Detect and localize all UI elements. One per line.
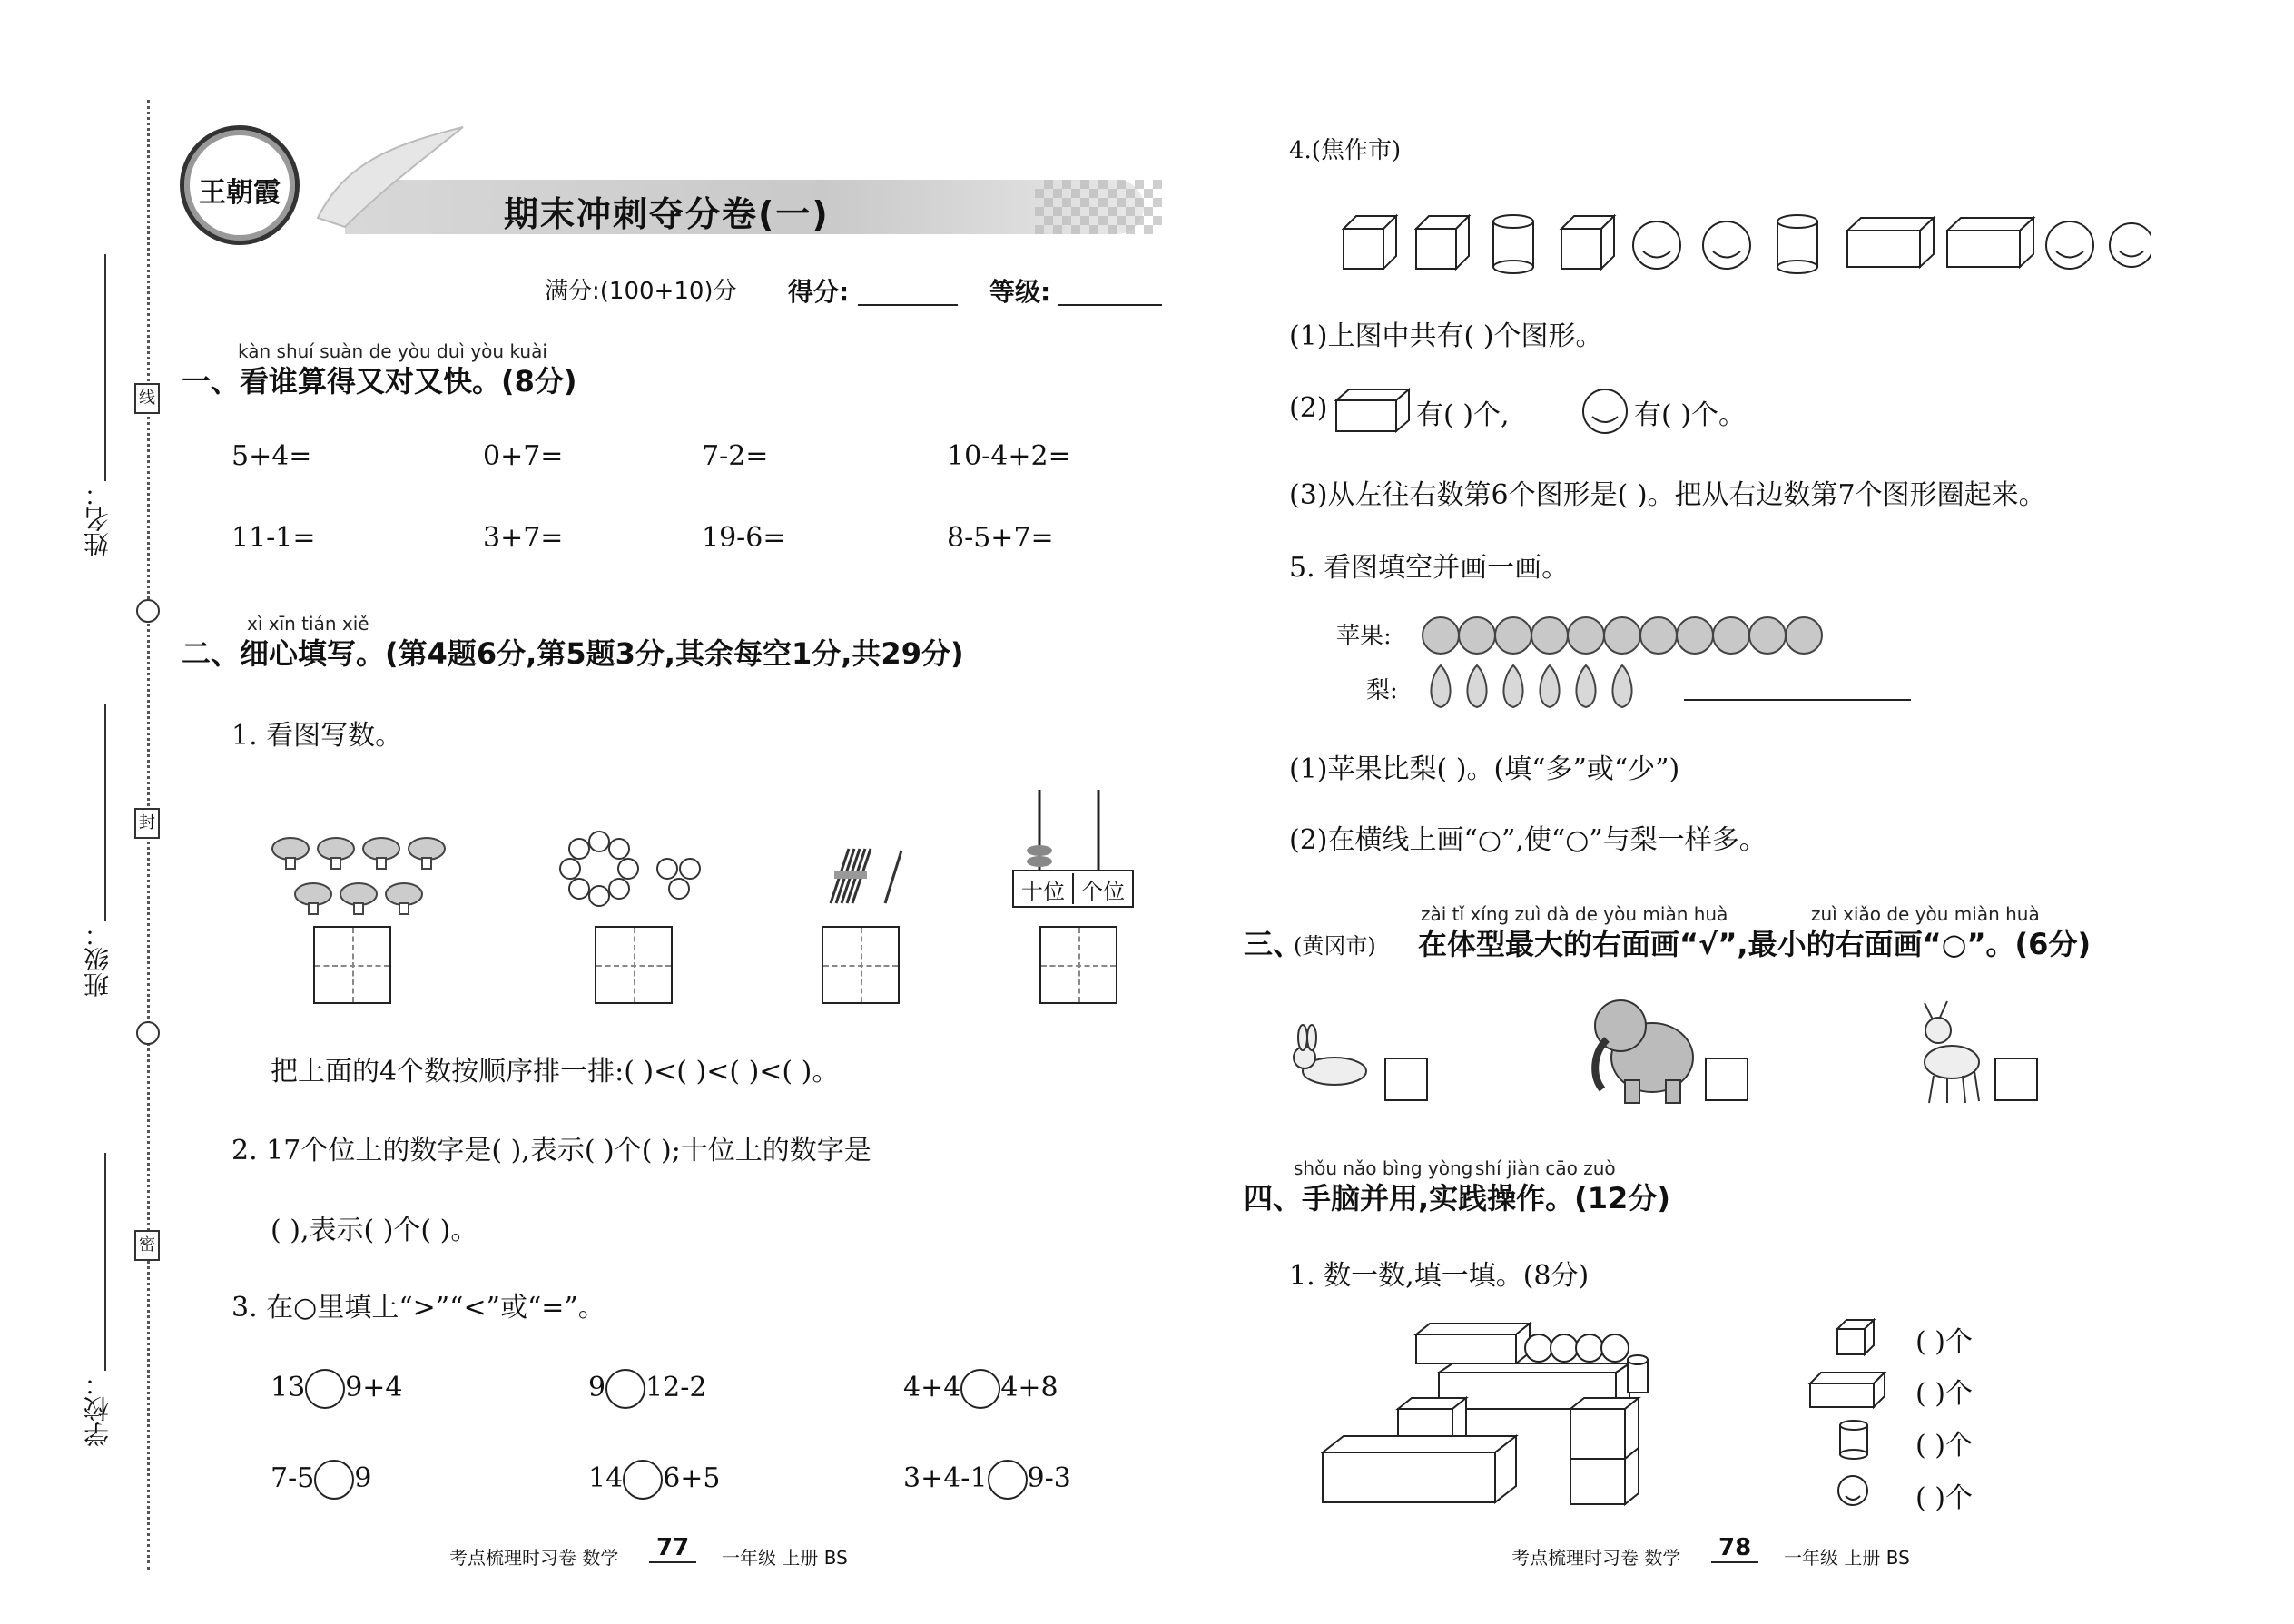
class-line bbox=[104, 704, 106, 921]
seal-char-3: 密 bbox=[134, 1230, 160, 1261]
cuboid-icon bbox=[1333, 386, 1414, 436]
order-question: 把上面的4个数按顺序排一排:( )<( )<( )<( )。 bbox=[271, 1056, 840, 1088]
compare-item: 3+4-1 9-3 bbox=[903, 1460, 1071, 1500]
sphere-icon bbox=[1580, 386, 1630, 437]
section1-title: 一、看谁算得又对又快。(8分) bbox=[182, 364, 577, 399]
q4-text: 4.(焦作市) bbox=[1289, 137, 1402, 164]
q4-3: (3)从左往右数第6个图形是( )。把从右边数第7个图形圈起来。 bbox=[1289, 479, 2046, 511]
grade-blank[interactable] bbox=[1058, 304, 1162, 306]
compare-circle[interactable] bbox=[314, 1460, 354, 1500]
ball-icon bbox=[1836, 1472, 1873, 1509]
compare-item: 4+4 4+8 bbox=[903, 1369, 1058, 1409]
compare-item: 14 6+5 bbox=[588, 1460, 721, 1500]
compare-circle[interactable] bbox=[305, 1369, 345, 1409]
page-number-left: 77 bbox=[649, 1534, 696, 1563]
calc-item: 5+4= bbox=[231, 440, 312, 472]
score-label: 得分: bbox=[788, 277, 850, 307]
draw-circles-line[interactable] bbox=[1684, 699, 1911, 701]
page-title: 期末冲刺夺分卷(一) bbox=[504, 194, 830, 234]
q3-text: 3. 在○里填上“>”“<”或“=”。 bbox=[231, 1292, 605, 1324]
section3-city: (黄冈市) bbox=[1294, 933, 1376, 959]
compare-circle[interactable] bbox=[605, 1369, 645, 1409]
section2-title: 二、细心填写。(第4题6分,第5题3分,其余每空1分,共29分) bbox=[182, 636, 964, 671]
q4-2-cuboid-count: 有( )个, bbox=[1416, 399, 1510, 431]
ones-place-label: 个位 bbox=[1081, 879, 1125, 904]
pears-picture bbox=[1421, 658, 1693, 713]
q5-1: (1)苹果比梨( )。(填“多”或“少”) bbox=[1289, 753, 1680, 785]
footer-right-text: 考点梳理时习卷 数学 bbox=[1511, 1547, 1681, 1569]
compare-item: 13 9+4 bbox=[271, 1369, 403, 1409]
footer-right-tail: 一年级 上册 BS bbox=[1784, 1547, 1910, 1569]
section3-pinyin-b: zuì xiǎo de yòu miàn huà bbox=[1811, 903, 2040, 925]
deer-icon bbox=[1897, 994, 1997, 1107]
seal-char-2: 封 bbox=[134, 808, 160, 839]
cube-icon bbox=[1834, 1316, 1879, 1357]
elephant-answer-box[interactable] bbox=[1705, 1058, 1748, 1101]
full-score: 满分:(100+10)分 bbox=[545, 278, 737, 305]
cube-count: ( )个 bbox=[1915, 1326, 1973, 1358]
q4-1: (1)上图中共有( )个图形。 bbox=[1289, 320, 1603, 352]
compare-circle[interactable] bbox=[623, 1460, 663, 1500]
seal-char-1: 线 bbox=[134, 383, 160, 414]
q2-line1: 2. 17个位上的数字是( ),表示( )个( );十位上的数字是 bbox=[231, 1135, 871, 1166]
calc-item: 11-1= bbox=[231, 522, 316, 554]
binding-hole-icon bbox=[136, 1021, 160, 1045]
q1-text: 1. 看图写数。 bbox=[231, 720, 403, 752]
tens-place-label: 十位 bbox=[1014, 873, 1074, 904]
school-line bbox=[104, 1153, 106, 1371]
section2-pinyin: xì xīn tián xiě bbox=[247, 613, 369, 635]
school-label: 学校： bbox=[83, 1371, 113, 1447]
elephant-icon bbox=[1584, 989, 1702, 1107]
page-number-right: 78 bbox=[1711, 1534, 1758, 1563]
circles-picture bbox=[554, 831, 717, 921]
section3-pinyin-a: zài tǐ xíng zuì dà de yòu miàn huà bbox=[1421, 903, 1728, 925]
calc-item: 10-4+2= bbox=[947, 440, 1071, 472]
section1-pinyin: kàn shuí suàn de yòu duì yòu kuài bbox=[238, 340, 547, 362]
q5-text: 5. 看图填空并画一画。 bbox=[1289, 552, 1570, 584]
compare-circle[interactable] bbox=[988, 1460, 1028, 1500]
footer-left-tail: 一年级 上册 BS bbox=[722, 1547, 848, 1569]
q4-2-prefix: (2) bbox=[1289, 392, 1328, 424]
compare-item: 9 12-2 bbox=[588, 1369, 707, 1409]
calc-item: 19-6= bbox=[702, 522, 786, 554]
answer-grid-4[interactable] bbox=[1039, 926, 1117, 1004]
name-label: 姓名： bbox=[83, 481, 113, 557]
ball-count: ( )个 bbox=[1915, 1482, 1973, 1514]
compare-circle[interactable] bbox=[960, 1369, 1000, 1409]
footer-left-text: 考点梳理时习卷 数学 bbox=[449, 1547, 619, 1569]
rabbit-answer-box[interactable] bbox=[1384, 1058, 1428, 1101]
q4-2-sphere-count: 有( )个。 bbox=[1634, 399, 1746, 431]
shapes-row bbox=[1334, 211, 2151, 283]
class-label: 班级： bbox=[83, 921, 113, 998]
section4-pinyin-a: shǒu nǎo bìng yòng bbox=[1294, 1157, 1473, 1179]
section4-title: 四、手脑并用,实践操作。(12分) bbox=[1244, 1181, 1670, 1216]
cuboid-count: ( )个 bbox=[1915, 1378, 1973, 1410]
grade-label: 等级: bbox=[989, 277, 1051, 307]
section4-q1: 1. 数一数,填一填。(8分) bbox=[1289, 1260, 1590, 1292]
pear-label: 梨: bbox=[1366, 677, 1398, 704]
apple-label: 苹果: bbox=[1336, 623, 1392, 650]
answer-grid-2[interactable] bbox=[595, 926, 673, 1004]
name-line bbox=[104, 254, 106, 481]
section3-title: 在体型最大的右面画“√”,最小的右面画“○”。(6分) bbox=[1418, 927, 2092, 961]
binding-hole-icon bbox=[136, 599, 160, 623]
title-band-pattern bbox=[1035, 180, 1162, 234]
score-blank[interactable] bbox=[858, 304, 958, 306]
compare-item: 7-5 9 bbox=[271, 1460, 371, 1500]
answer-grid-1[interactable] bbox=[313, 926, 391, 1004]
cylinder-icon bbox=[1836, 1418, 1873, 1462]
section3-prefix: 三、 bbox=[1244, 927, 1303, 961]
q5-2: (2)在横线上画“○”,使“○”与梨一样多。 bbox=[1289, 824, 1767, 856]
cylinder-count: ( )个 bbox=[1915, 1430, 1973, 1462]
q2-line2: ( ),表示( )个( )。 bbox=[271, 1215, 478, 1246]
ribbon-decoration bbox=[309, 109, 472, 236]
calc-item: 7-2= bbox=[702, 440, 769, 472]
abacus-place-box bbox=[1012, 870, 1134, 908]
calc-item: 3+7= bbox=[483, 522, 564, 554]
mushrooms-picture bbox=[268, 831, 449, 921]
calc-item: 0+7= bbox=[483, 440, 564, 472]
sticks-picture bbox=[822, 840, 912, 912]
answer-grid-3[interactable] bbox=[822, 926, 900, 1004]
building-blocks-picture bbox=[1321, 1316, 1675, 1507]
calc-item: 8-5+7= bbox=[947, 522, 1054, 554]
publisher-logo: 王朝霞 bbox=[180, 125, 300, 245]
cuboid-count-icon bbox=[1807, 1369, 1893, 1410]
rabbit-icon bbox=[1285, 1021, 1375, 1094]
section4-pinyin-b: shí jiàn cāo zuò bbox=[1475, 1157, 1616, 1179]
apples-picture bbox=[1421, 613, 1829, 658]
deer-answer-box[interactable] bbox=[1994, 1058, 2038, 1101]
